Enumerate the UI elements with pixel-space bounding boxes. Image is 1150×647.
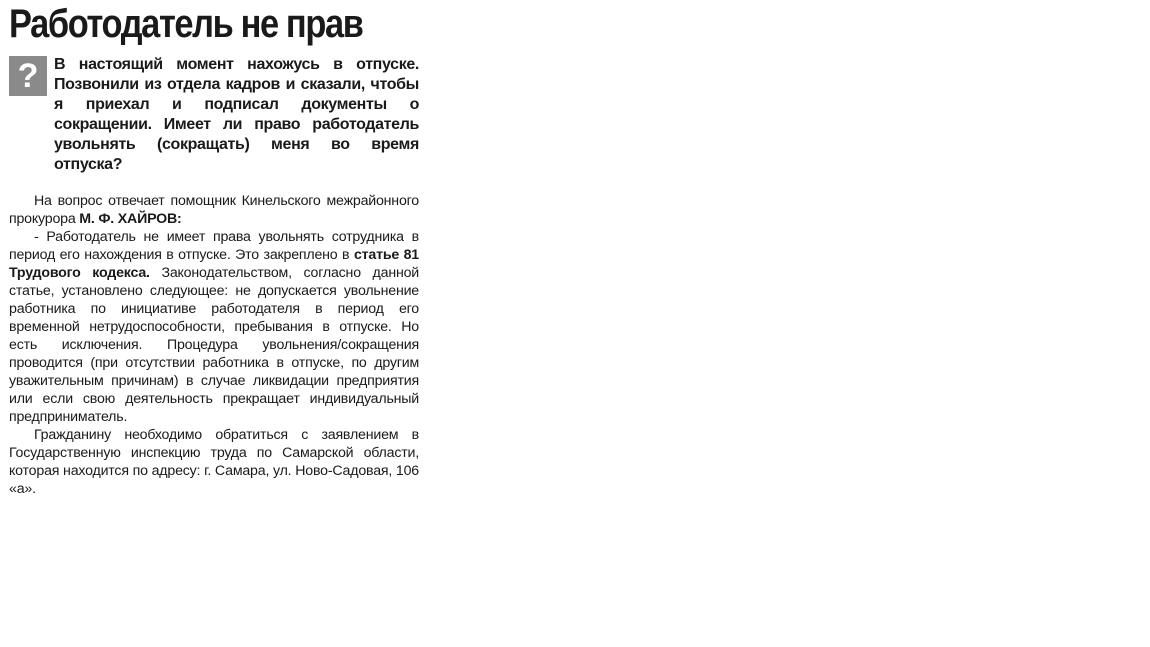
reader-question: В настоящий момент нахожусь в отпуске. Позвонили из отдела кадров и сказали, чтобы я приехал и подписал документы о сокращении. Имеет ли право работодатель увольнять (сокращать) меня во время отпуска? [54, 56, 419, 173]
law-reference: статье 81 Трудового кодекса. [9, 247, 419, 281]
article [9, 0, 419, 498]
answer-p1-start: - Работодатель не имеет права увольнять сотрудника в период его нахождения в отпуске. Это закреплено в [9, 229, 419, 263]
article-headline: Работодатель не прав [9, 2, 363, 46]
answer-paragraph-1 [9, 228, 419, 426]
answer-paragraph-2: Гражданину необходимо обратиться с заявлением в Государственную инспекцию труда по Самарской области, которая находится по адресу: г. Самара, ул. Ново-Садовая, 106 «а». [9, 427, 419, 497]
question-block [9, 55, 419, 175]
answer-intro-paragraph [9, 192, 419, 228]
answer-author: М. Ф. ХАЙРОВ: [79, 211, 182, 227]
answer-intro: На вопрос отвечает помощник Кинельского межрайонного прокурора [9, 193, 419, 227]
answer-p1-end: Законодательством, согласно данной статье, установлено следующее: не допускается увольнение работника по инициативе работодателя в период его временной нетрудоспособности, пребывания в отпуске. Но есть исключения. Процедура увольнения/сокращения проводится (при отсутствии работника в отпуске, по другим уважительным причинам) в случае ликвидации предприятия или если свою деятельность прекращает индивидуальный предприниматель. [9, 265, 420, 425]
question-mark-icon: ? [9, 56, 47, 96]
answer-body [9, 192, 419, 498]
